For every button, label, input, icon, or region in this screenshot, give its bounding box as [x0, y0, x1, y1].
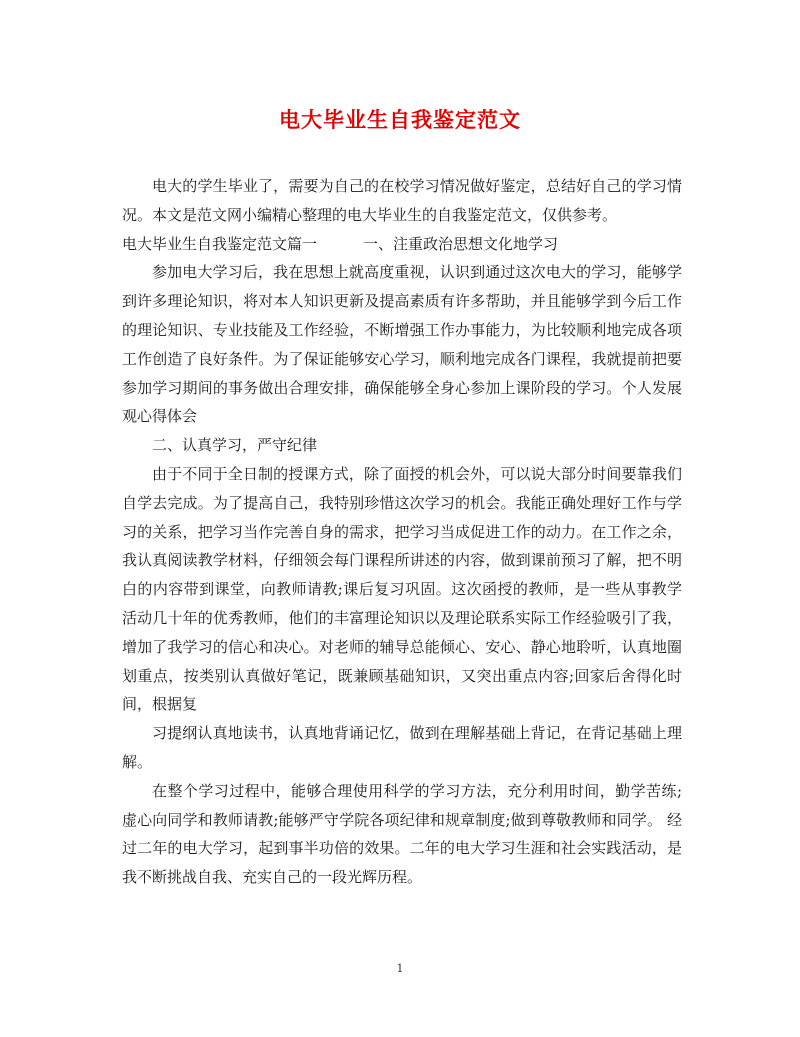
document-title: 电大毕业生自我鉴定范文 — [279, 107, 521, 132]
paragraph-3: 习提纲认真地读书，认真地背诵记忆，做到在理解基础上背记，在背记基础上理解。 — [122, 724, 682, 771]
section-heading-line — [122, 230, 682, 259]
document-body — [122, 172, 682, 892]
paragraph-2: 由于不同于全日制的授课方式，除了面授的机会外，可以说大部分时间要靠我们自学去完成。为了提高自己，我特别珍惜这次学习的机会。我能正确处理好工作与学习的关系，把学习当作完善自身的需求，把学习当成促进工作的动力。在工作之余，我认真阅读教学材料，仔细领会每门课程所讲述的内容，做到课前预习了解，把不明白的内容带到课堂，向教师请教;课后复习巩固。这次函授的教师，是一些从事教学活动几十年的优秀教师，他们的丰富理论知识以及理论联系实际工作经验吸引了我，增加了我学习的信心和决心。对老师的辅导总能倾心、安心、静心地聆听，认真地圈划重点，按类别认真做好笔记，既兼顾基础知识，又突出重点内容;回家后舍得化时间，根据复 — [122, 464, 682, 714]
intro-paragraph: 电大的学生毕业了，需要为自己的在校学习情况做好鉴定，总结好自己的学习情况。本文是范文网小编精心整理的电大毕业生的自我鉴定范文，仅供参考。 — [122, 177, 682, 224]
article-heading: 电大毕业生自我鉴定范文篇一 — [122, 234, 318, 253]
page-number: 1 — [396, 962, 404, 975]
section-one-heading: 一、注重政治思想文化地学习 — [363, 234, 559, 253]
paragraph-4: 在整个学习过程中，能够合理使用科学的学习方法，充分利用时间，勤学苦练;虚心向同学和教师请教;能够严守学院各项纪律和规章制度;做到尊敬教师和同学。 经过二年的电大学习，起到事半功倍的效果。二年的电大学习生涯和社会实践活动，是我不断挑战自我、充实自己的一段光辉历程。 — [122, 781, 682, 887]
paragraph-1: 参加电大学习后，我在思想上就高度重视，认识到通过这次电大的学习，能够学到许多理论知识，将对本人知识更新及提高素质有许多帮助，并且能够学到今后工作的理论知识、专业技能及工作经验，不断增强工作办事能力，为比较顺利地完成各项工作创造了良好条件。为了保证能够安心学习，顺利地完成各门课程，我就提前把要参加学习期间的事务做出合理安排，确保能够全身心参加上课阶段的学习。个人发展观心得体会 — [122, 263, 682, 426]
section-two-heading: 二、认真学习，严守纪律 — [152, 436, 318, 455]
